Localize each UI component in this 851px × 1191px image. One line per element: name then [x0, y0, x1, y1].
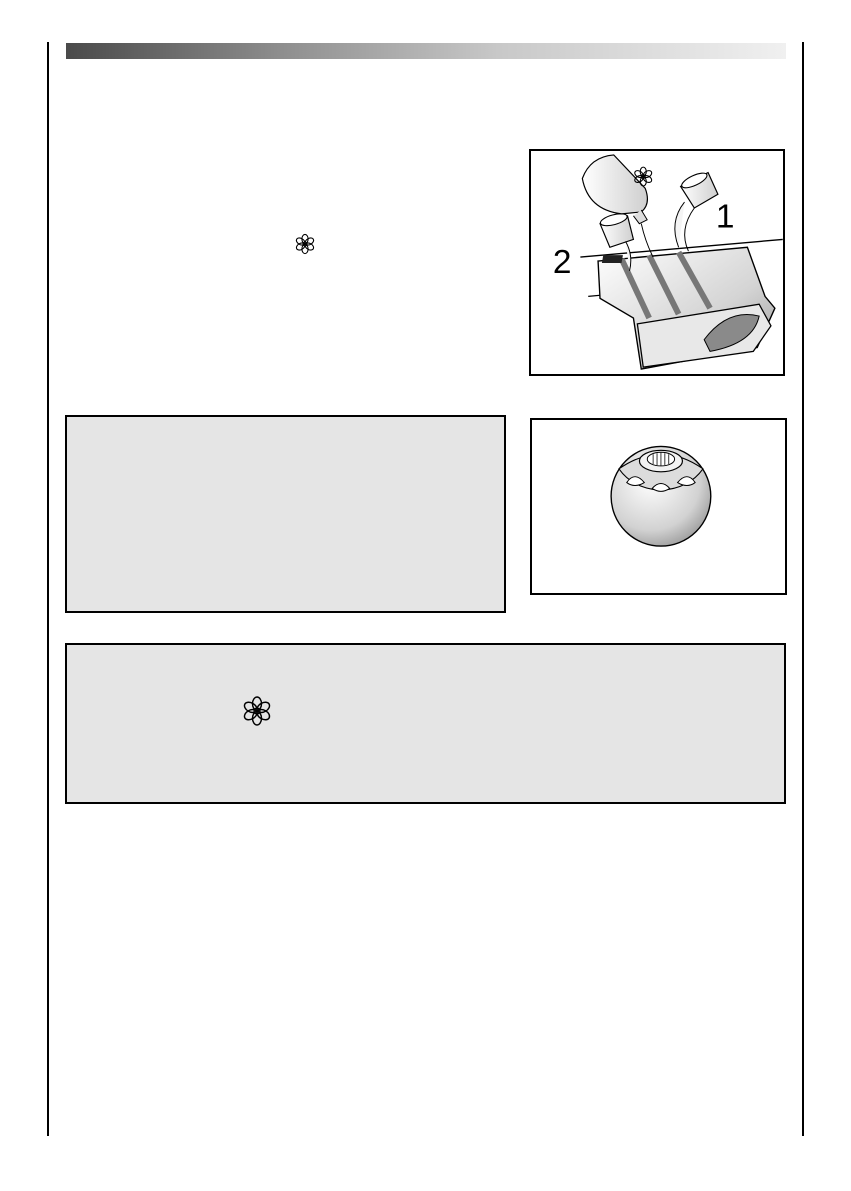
detergent-dispenser-figure	[529, 149, 785, 376]
note-box-detergent	[65, 415, 506, 613]
softener-flower-icon	[241, 695, 273, 727]
dispenser-drawing	[531, 151, 783, 374]
dosing-ball-figure	[530, 418, 787, 595]
note-box-softener	[65, 643, 786, 804]
right-margin-line	[802, 42, 804, 1136]
header-bar	[66, 43, 786, 59]
left-margin-line	[47, 42, 49, 1136]
compartment-label-1: 1	[715, 198, 735, 236]
dosing-ball-drawing	[532, 420, 785, 593]
compartment-label-2: 2	[552, 243, 572, 281]
softener-flower-icon	[294, 233, 316, 255]
